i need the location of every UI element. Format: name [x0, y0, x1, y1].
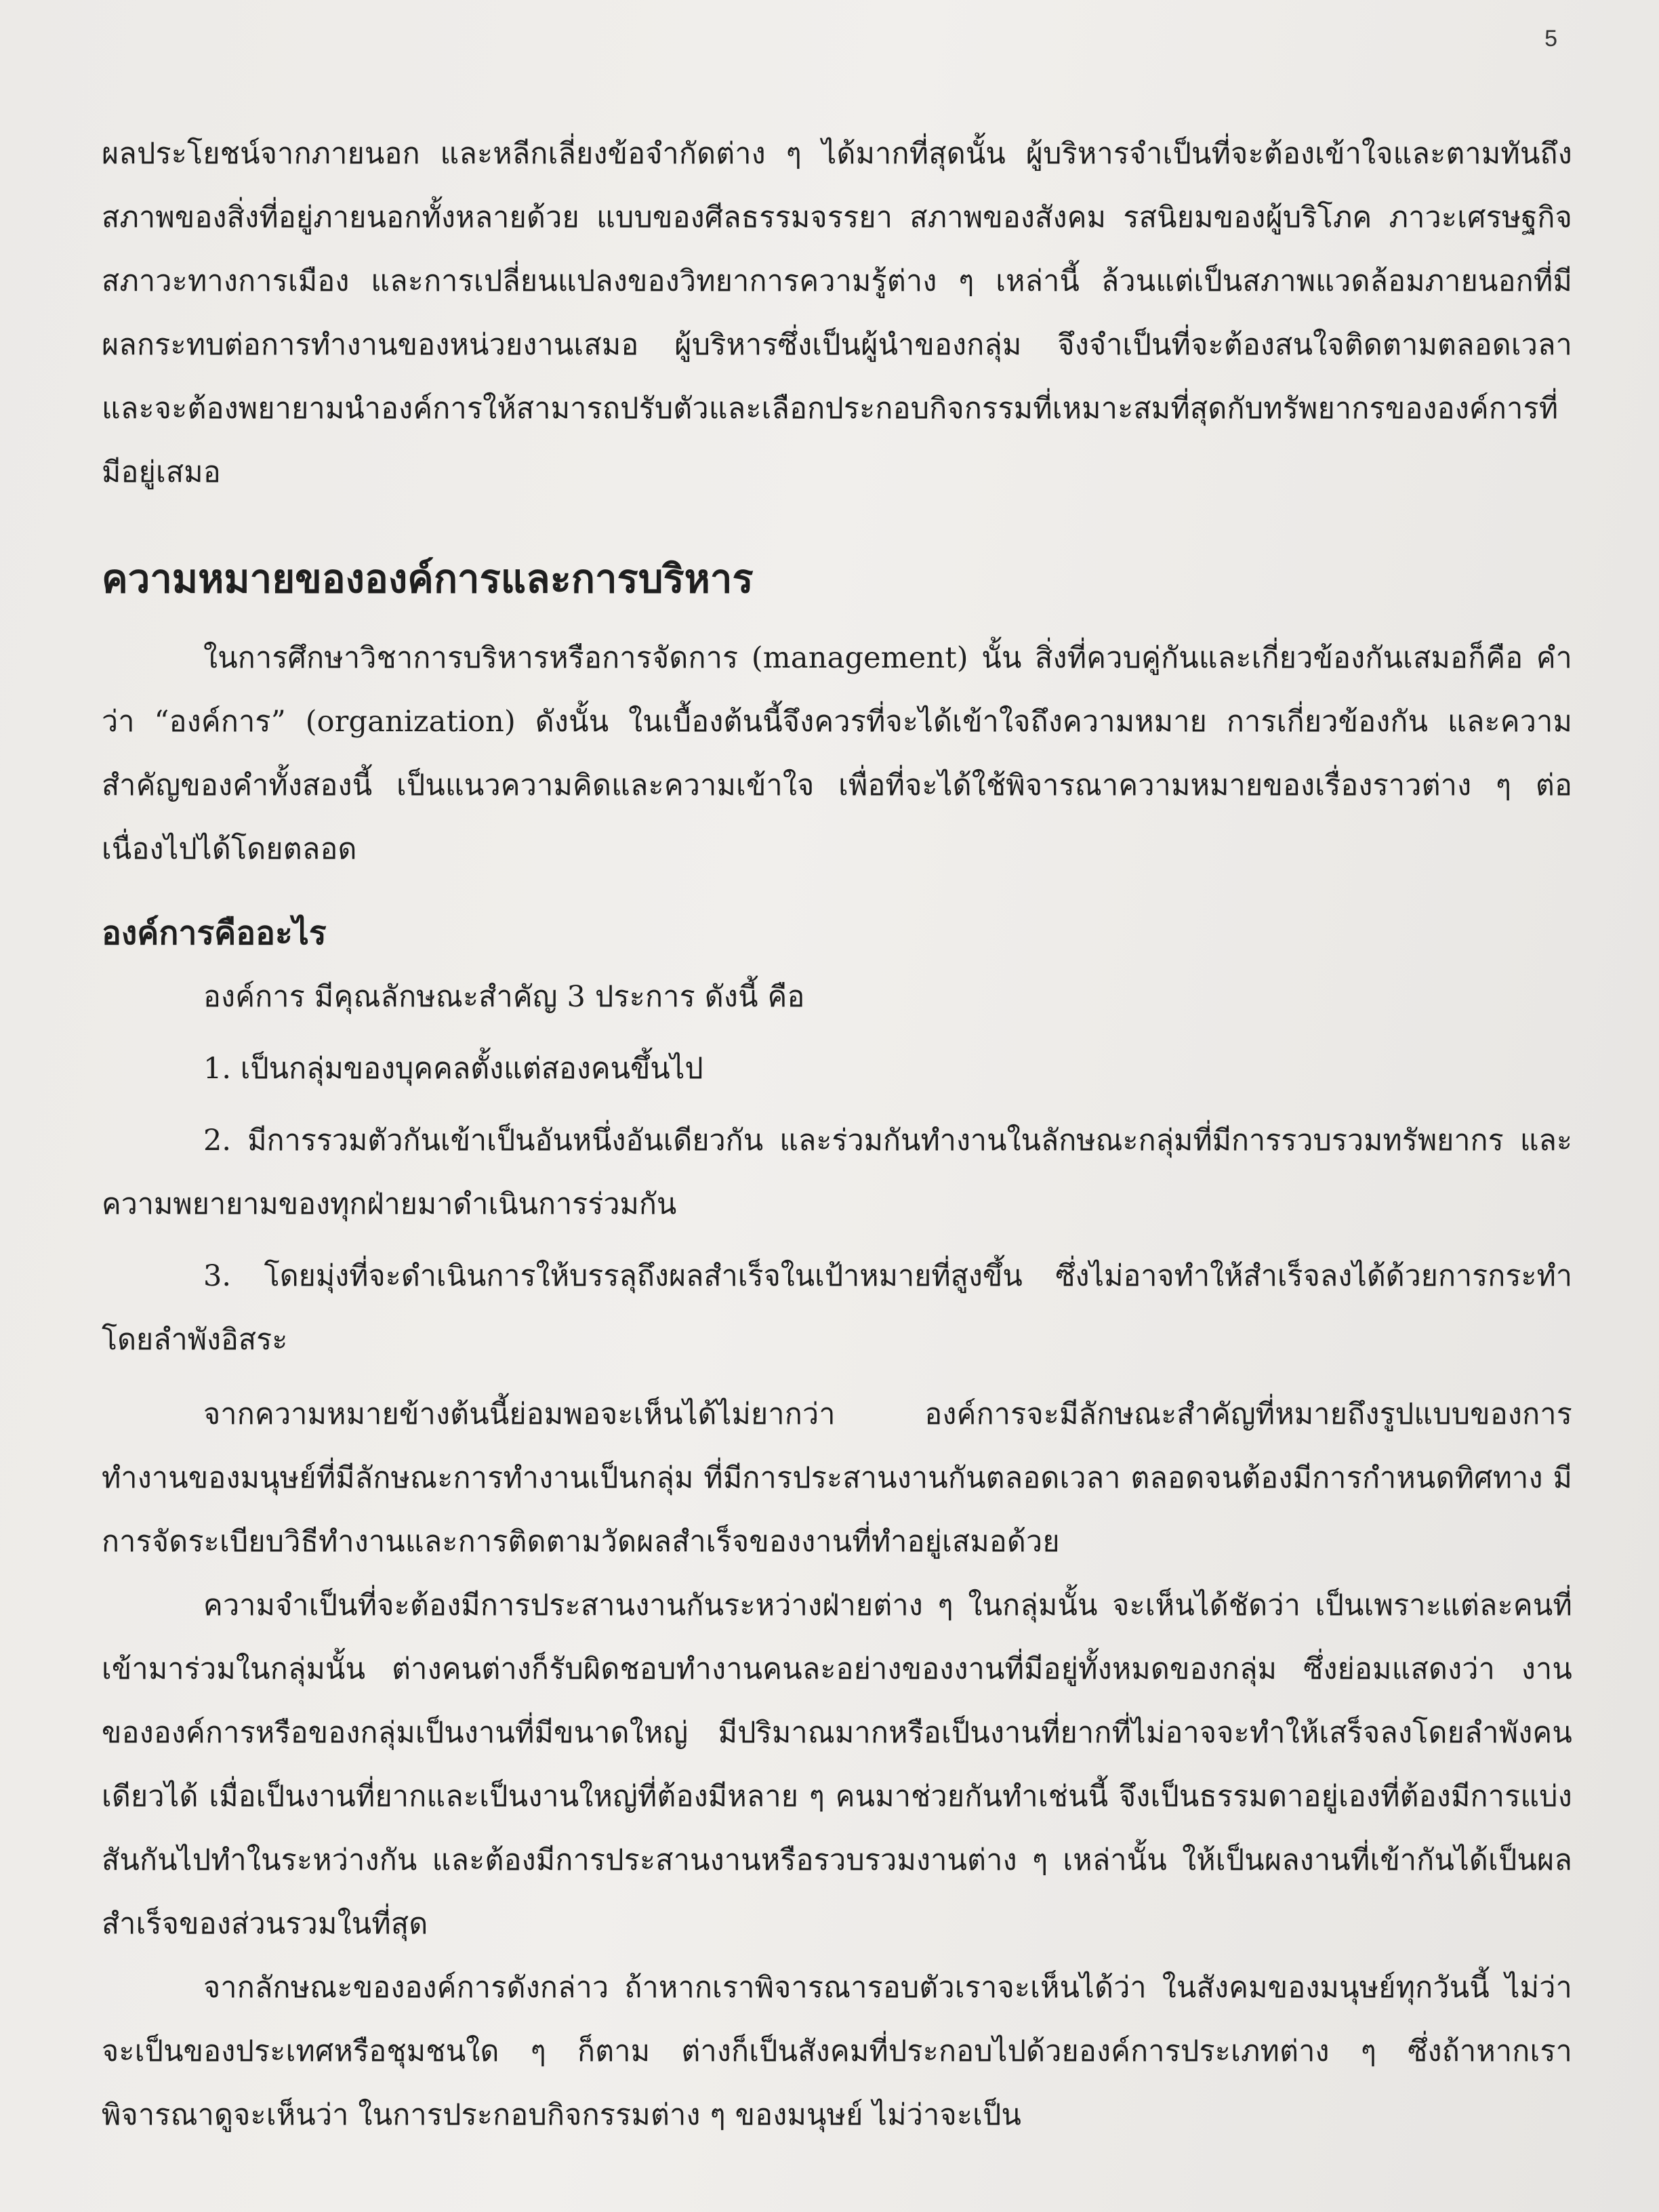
characteristics-list — [102, 1037, 1572, 1372]
page-number: 5 — [1544, 26, 1557, 52]
society-paragraph: จากลักษณะขององค์การดังกล่าว ถ้าหากเราพิจารณารอบตัวเราจะเห็นได้ว่า ในสังคมของมนุษย์ทุกวันนี้ ไม่ว่าจะเป็นของประเทศหรือชุมชนใด ๆ ก็ตาม ต่างก็เป็นสังคมที่ประกอบไปด้วยองค์การประเภทต่าง ๆ ซึ่งถ้าหากเราพิจารณาดูจะเห็นว่า ในการประกอบกิจกรรมต่าง ๆ ของมนุษย์ ไม่ว่าจะเป็น — [102, 1971, 1572, 2132]
meaning-paragraph: จากความหมายข้างต้นนี้ย่อมพอจะเห็นได้ไม่ยากว่า องค์การจะมีลักษณะสำคัญที่หมายถึงรูปแบบของการทำงานของมนุษย์ที่มีลักษณะการทำงานเป็นกลุ่ม ที่มีการประสานงานกันตลอดเวลา ตลอดจนต้องมีการกำหนดทิศทาง มีการจัดระเบียบวิธีทำงานและการติดตามวัดผลสำเร็จของงานที่ทำอยู่เสมอด้วย — [102, 1397, 1572, 1559]
spacer — [102, 1372, 1572, 1382]
list-item: 2. มีการรวมตัวกันเข้าเป็นอันหนึ่งอันเดียวกัน และร่วมกันทำงานในลักษณะกลุ่มที่มีการรวบรวมทรัพยากร และความพยายามของทุกฝ่ายมาดำเนินการร่วมกัน — [102, 1124, 1572, 1221]
coordination-paragraph: ความจำเป็นที่จะต้องมีการประสานงานกันระหว่างฝ่ายต่าง ๆ ในกลุ่มนั้น จะเห็นได้ชัดว่า เป็นเพราะแต่ละคนที่เข้ามาร่วมในกลุ่มนั้น ต่างคนต่างก็รับผิดชอบทำงานคนละอย่างของงานที่มีอยู่ทั้งหมดของกลุ่ม ซึ่งย่อมแสดงว่า งานขององค์การหรือของกลุ่มเป็นงานที่มีขนาดใหญ่ มีปริมาณมากหรือเป็นงานที่ยากที่ไม่อาจจะทำให้เสร็จลงโดยลำพังคนเดียวได้ เมื่อเป็นงานที่ยากและเป็นงานใหญ่ที่ต้องมีหลาย ๆ คนมาช่วยกันทำเช่นนี้ จึงเป็นธรรมดาอยู่เองที่ต้องมีการแบ่งสันกันไปทำในระหว่างกัน และต้องมีการประสานงานหรือรวบรวมงานต่าง ๆ เหล่านั้น ให้เป็นผลงานที่เข้ากันได้เป็นผลสำเร็จของส่วนรวมในที่สุด — [102, 1589, 1572, 1941]
section-heading: ความหมายขององค์การและการบริหาร — [102, 556, 754, 602]
characteristics-intro: องค์การ มีคุณลักษณะสำคัญ 3 ประการ ดังนี้ คือ — [203, 980, 805, 1014]
intro-paragraph: ผลประโยชน์จากภายนอก และหลีกเลี่ยงข้อจำกัดต่าง ๆ ได้มากที่สุดนั้น ผู้บริหารจำเป็นที่จะต้องเข้าใจและตามทันถึงสภาพของสิ่งที่อยู่ภายนอกทั้งหลายด้วย แบบของศีลธรรมจรรยา สภาพของสังคม รสนิยมของผู้บริโภค ภาวะเศรษฐกิจ สภาวะทางการเมือง และการเปลี่ยนแปลงของวิทยาการความรู้ต่าง ๆ เหล่านี้ ล้วนแต่เป็นสภาพแวดล้อมภายนอกที่มีผลกระทบต่อการทำงานของหน่วยงานเสมอ ผู้บริหารซึ่งเป็นผู้นำของกลุ่ม จึงจำเป็นที่จะต้องสนใจติดตามตลอดเวลา และจะต้องพยายามนำองค์การให้สามารถปรับตัวและเลือกประกอบกิจกรรมที่เหมาะสมที่สุดกับทรัพยากรขององค์การที่มีอยู่เสมอ — [102, 137, 1572, 489]
list-item: 3. โดยมุ่งที่จะดำเนินการให้บรรลุถึงผลสำเร็จในเป้าหมายที่สูงขึ้น ซึ่งไม่อาจทำให้สำเร็จลงได้ด้วยการกระทำโดยลำพังอิสระ — [102, 1259, 1572, 1357]
list-item: 1. เป็นกลุ่มของบุคคลตั้งแต่สองคนขึ้นไป — [203, 1052, 703, 1086]
subheading: องค์การคืออะไร — [102, 914, 327, 952]
section-paragraph: ในการศึกษาวิชาการบริหารหรือการจัดการ (management) นั้น สิ่งที่ควบคู่กันและเกี่ยวข้องกันเสมอก็คือ คำว่า “องค์การ” (organization) ดังนั้น ในเบื้องต้นนี้จึงควรที่จะได้เข้าใจถึงความหมาย การเกี่ยวข้องกัน และความสำคัญของคำทั้งสองนี้ เป็นแนวความคิดและความเข้าใจ เพื่อที่จะได้ใช้พิจารณาความหมายของเรื่องราวต่าง ๆ ต่อเนื่องไปได้โดยตลอด — [102, 641, 1572, 866]
page-content — [102, 122, 1572, 2147]
